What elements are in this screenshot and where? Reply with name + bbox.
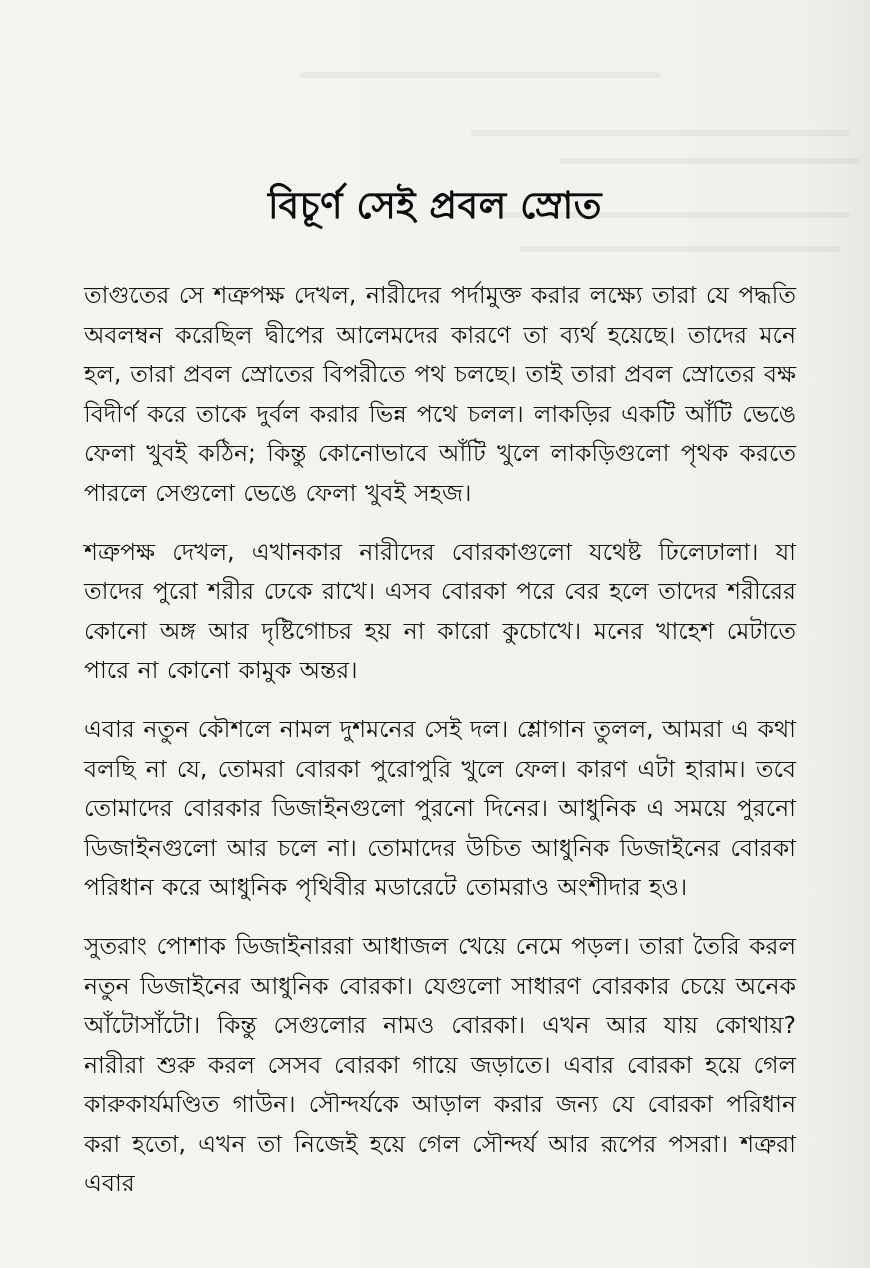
paragraph: এবার নতুন কৌশলে নামল দুশমনের সেই দল। শ্লোগান তুলল, আমরা এ কথা বলছি না যে, তোমরা বোরকা পুরোপুরি খুলে ফেল। কারণ এটা হারাম। তবে তোমাদের বোরকার ডিজাইনগুলো পুরনো দিনের। আধুনিক এ সময়ে পুরনো ডিজাইনগুলো আর চলে না। তোমাদের উচিত আধুনিক ডিজাইনের বোরকা পরিধান করে আধুনিক পৃথিবীর মডারেটে তোমরাও অংশীদার হও।	[84, 714, 796, 902]
paragraph: সুতরাং পোশাক ডিজাইনাররা আধাজল খেয়ে নেমে পড়ল। তারা তৈরি করল নতুন ডিজাইনের আধুনিক বোরকা। যেগুলো সাধারণ বোরকার চেয়ে অনেক আঁটোসাঁটো। কিন্তু সেগুলোর নামও বোরকা। এখন আর যায় কোথায়? নারীরা শুরু করল সেসব বোরকা গায়ে জড়াতে। এবার বোরকা হয়ে গেল কারুকার্যমণ্ডিত গাউন। সৌন্দর্যকে আড়াল করার জন্য যে বোরকা পরিধান করা হতো, এখন তা নিজেই হয়ে গেল সৌন্দর্য আর রূপের পসরা। শত্রুরা এবার	[84, 931, 796, 1198]
chapter-title: বিচূর্ণ সেই প্রবল স্রোত	[267, 184, 603, 227]
chapter-body	[84, 276, 796, 1223]
paragraph: তাগুতের সে শত্রুপক্ষ দেখল, নারীদের পর্দামুক্ত করার লক্ষ্যে তারা যে পদ্ধতি অবলম্বন করেছিল দ্বীপের আলেমদের কারণে তা ব্যর্থ হয়েছে। তাদের মনে হল, তারা প্রবল স্রোতের বিপরীতে পথ চলছে। তাই তারা প্রবল স্রোতের বক্ষ বিদীর্ণ করে তাকে দুর্বল করার ভিন্ন পথে চলল। লাকড়ির একটি আঁটি ভেঙে ফেলা খুবই কঠিন; কিন্তু কোনোভাবে আঁটি খুলে লাকড়িগুলো পৃথক করতে পারলে সেগুলো ভেঙে ফেলা খুবই সহজ।	[84, 281, 796, 507]
paragraph: শত্রুপক্ষ দেখল, এখানকার নারীদের বোরকাগুলো যথেষ্ট ঢিলেঢালা। যা তাদের পুরো শরীর ঢেকে রাখে। এসব বোরকা পরে বের হলে তাদের শরীরের কোনো অঙ্গ আর দৃষ্টিগোচর হয় না কারো কুচোখে। মনের খাহেশ মেটাতে পারে না কোনো কামুক অন্তর।	[84, 537, 796, 685]
